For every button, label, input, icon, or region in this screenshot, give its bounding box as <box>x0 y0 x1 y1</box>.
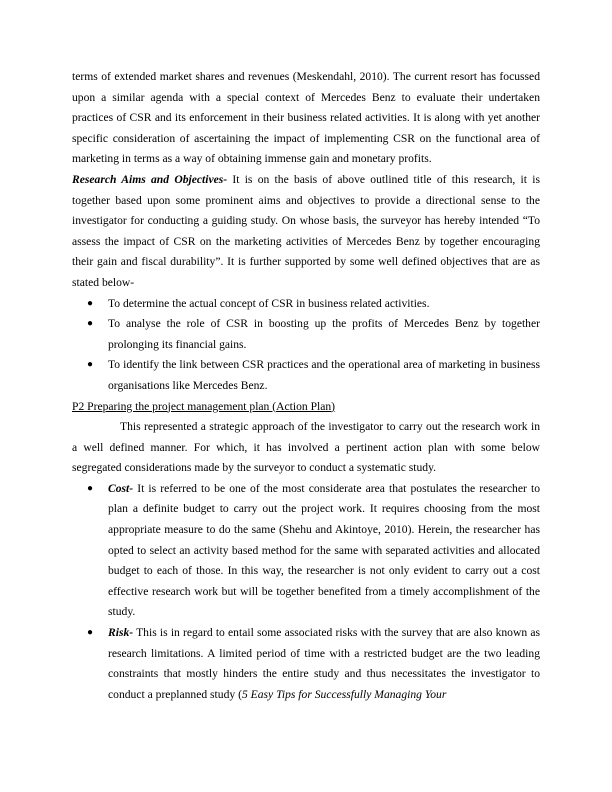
list-item-text: To analyse the role of CSR in boosting up the profits of Mercedes Benz by together prolonging its financial gains. <box>108 317 540 351</box>
plan-list <box>72 479 540 706</box>
list-item <box>72 314 540 355</box>
list-item-risk <box>72 623 540 705</box>
research-aims-heading: Research Aims and Objectives- <box>72 172 228 186</box>
bullet-icon: ● <box>87 359 94 371</box>
objectives-list <box>72 294 540 397</box>
list-item-text: To determine the actual concept of CSR in business related activities. <box>108 296 430 310</box>
list-item <box>72 294 540 315</box>
bullet-icon: ● <box>87 297 94 309</box>
bullet-icon: ● <box>87 627 94 639</box>
list-item-text: To identify the link between CSR practices and the operational area of marketing in business organisations like Mercedes Benz. <box>108 358 540 392</box>
paragraph-plan-intro: This represented a strategic approach of the investigator to carry out the research work in a well defined manner. For which, it has involved a pertinent action plan with some below segregated considerations made by the surveyor to conduct a systematic study. <box>72 420 540 475</box>
research-aims-text: It is on the basis of above outlined title of this research, it is together based upon some prominent aims and objectives to provide a directional sense to the investigator for conducting a guiding study. On whose basis, the surveyor has hereby intended “To assess the impact of CSR on the marketing activities of Mercedes Benz by together encouraging their gain and fiscal durability”. It is further supported by some well defined objectives that are as stated below- <box>72 172 540 289</box>
paragraph-intro: terms of extended market shares and revenues (Meskendahl, 2010). The current resort has focussed upon a similar agenda with a special context of Mercedes Benz to evaluate their undertaken practices of CSR and its enforcement in their business related activities. It is along with yet another specific consideration of ascertaining the impact of implementing CSR on the functional area of marketing in terms as a way of obtaining immense gain and monetary profits. <box>72 70 540 166</box>
list-item <box>72 355 540 396</box>
bullet-icon: ● <box>87 318 94 330</box>
section-heading-text: P2 Preparing the project management plan (Action Plan) <box>72 399 336 413</box>
list-item-cost <box>72 479 540 623</box>
bullet-icon: ● <box>87 482 94 494</box>
risk-text: This is in regard to entail some associated risks with the survey that are also known as research limitations. A limited period of time with a restricted budget are the two leading constraints that mostly hinders the entire study and thus necessitates the investigator to conduct a preplanned study ( <box>108 626 540 701</box>
risk-term: Risk- <box>108 626 134 640</box>
cost-text: It is referred to be one of the most considerate area that postulates the researcher to plan a definite budget to carry out the project work. It requires choosing from the most appropriate measure to do the same (Shehu and Akintoye, 2010). Herein, the researcher has opted to select an activity based method for the same with separated activities and allocated budget to each of those. In this way, the researcher is not only evident to carry out a cost effective research work but will be together benefited from a timely accomplishment of the study. <box>108 481 540 619</box>
document-page <box>72 67 540 705</box>
risk-citation-italic: 5 Easy Tips for Successfully Managing Your <box>241 687 447 701</box>
paragraph-research-aims <box>72 170 540 294</box>
section-heading <box>72 397 540 418</box>
cost-term: Cost- <box>108 481 134 495</box>
